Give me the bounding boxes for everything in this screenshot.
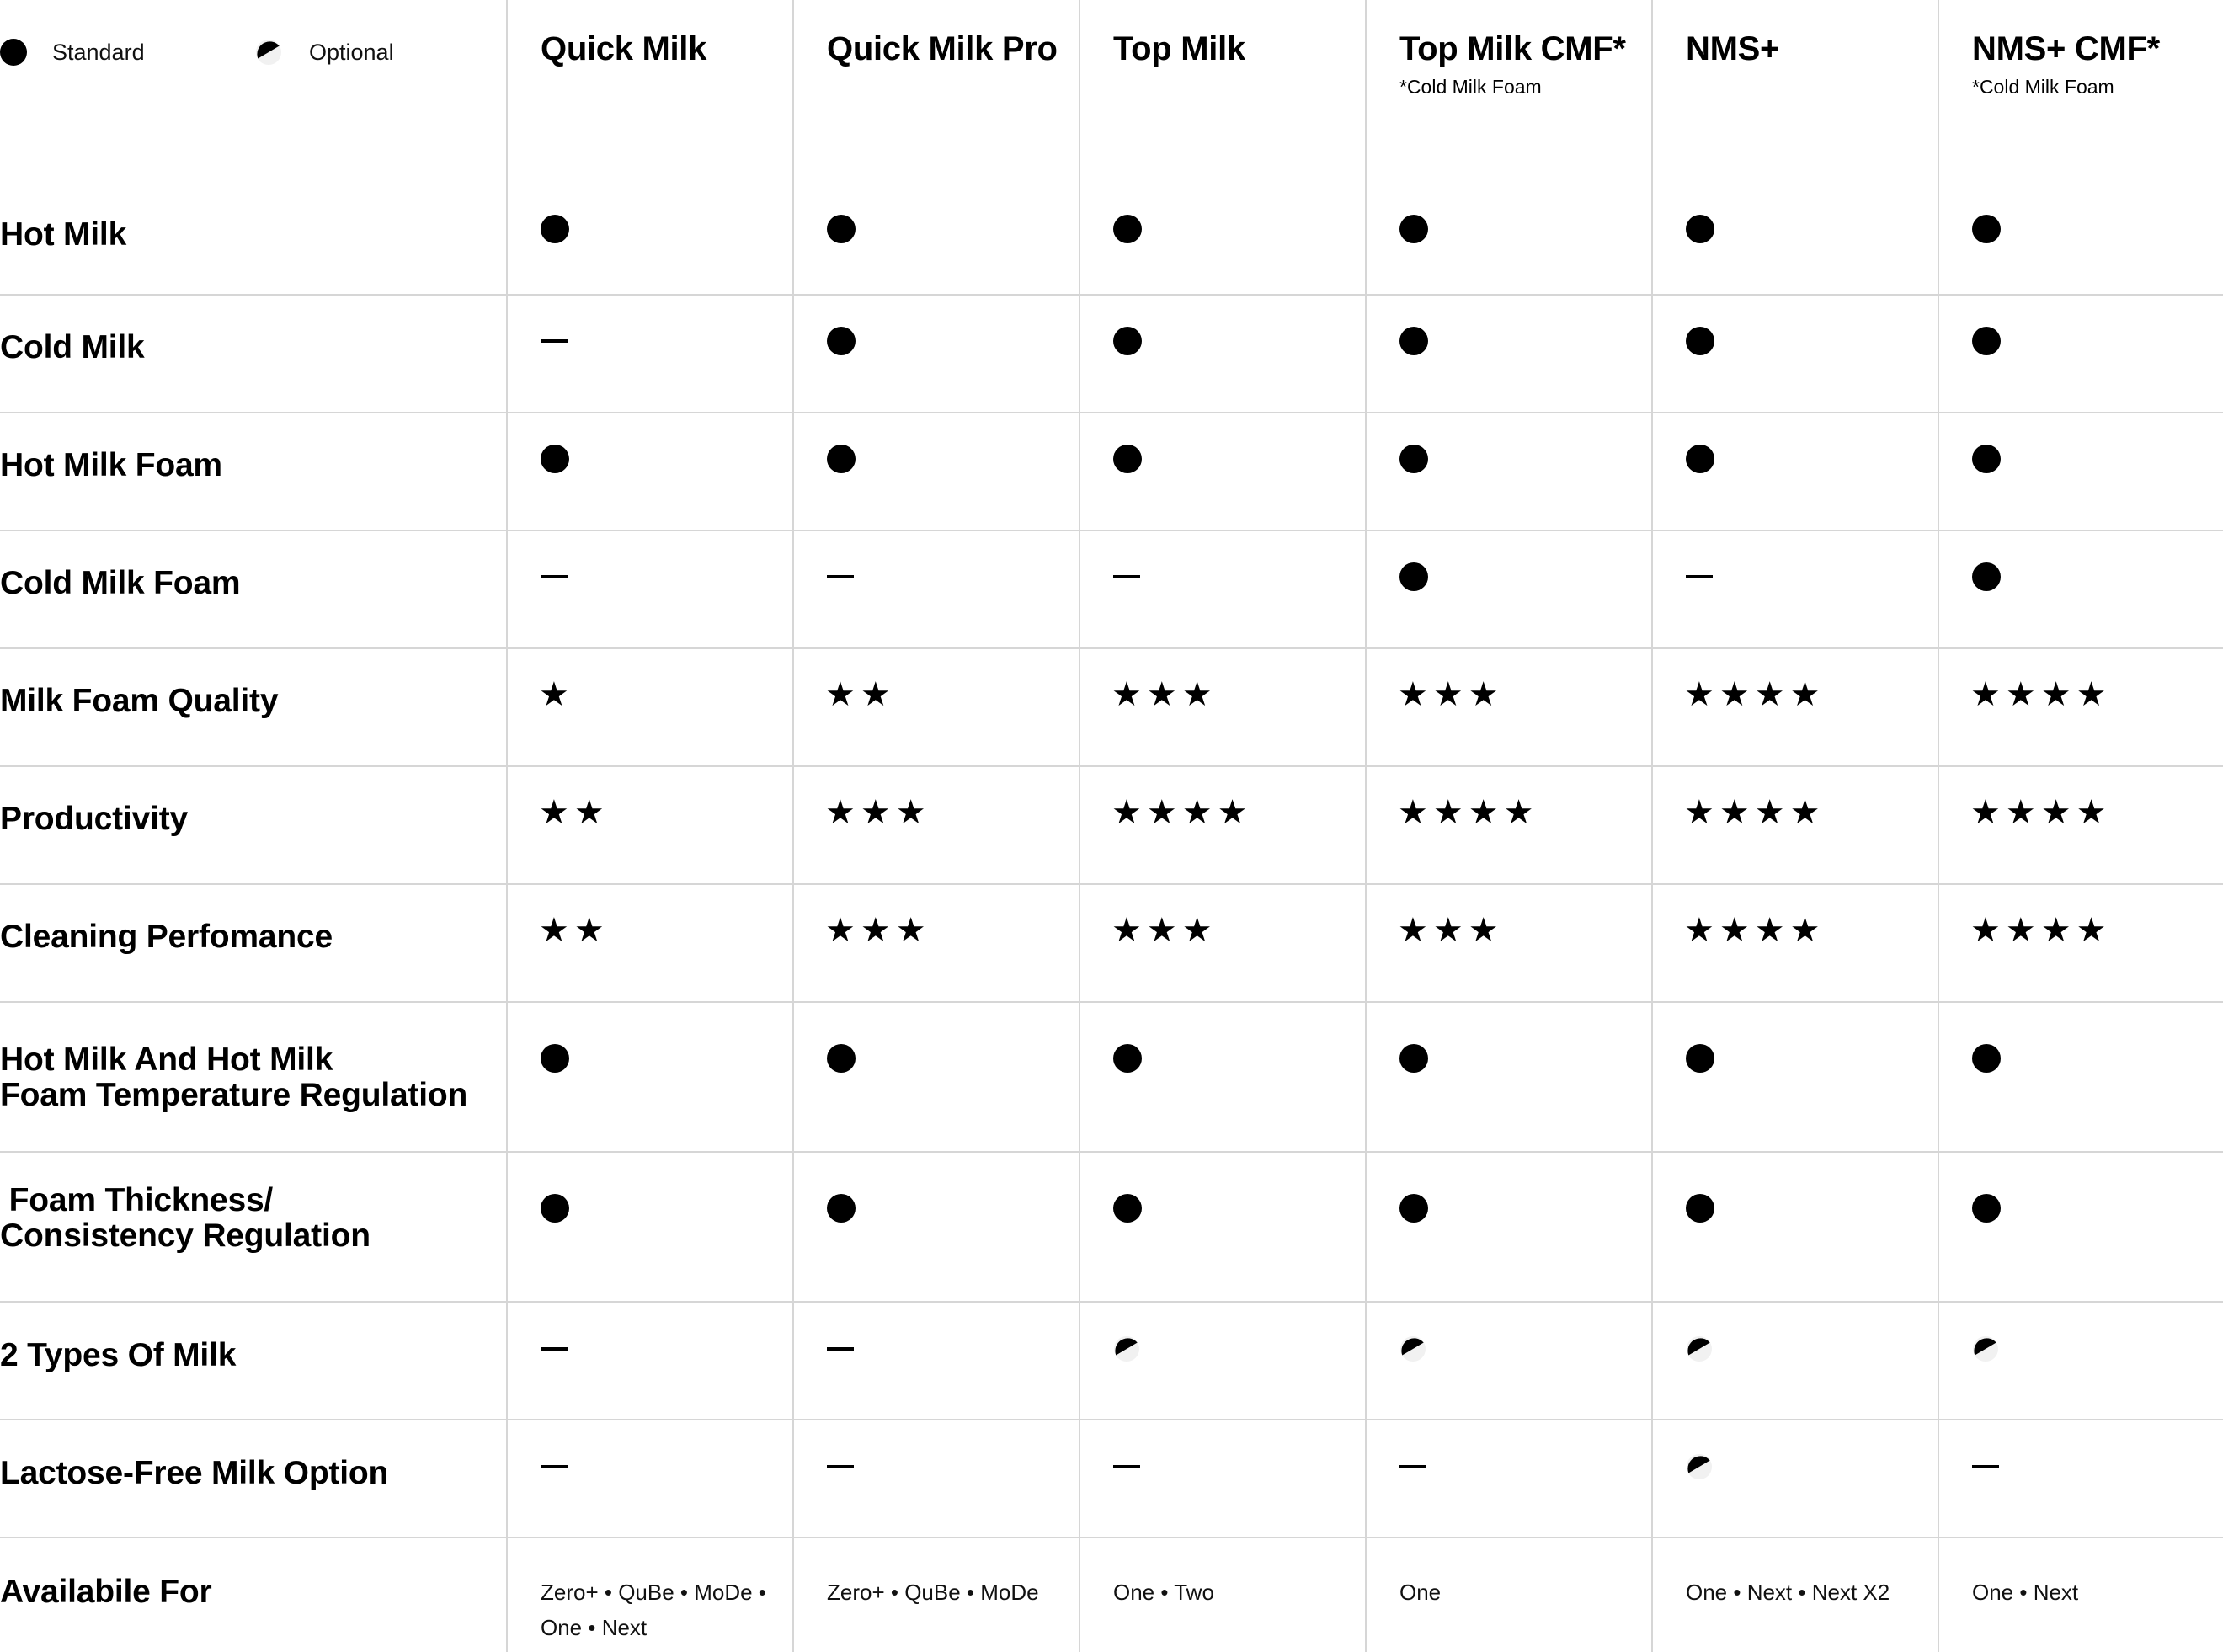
standard-dot-icon xyxy=(1686,215,1714,243)
feature-label: Cleaning Perfomance xyxy=(0,919,333,955)
table-cell xyxy=(1365,767,1651,885)
table-cell xyxy=(792,531,1079,649)
dot-shape xyxy=(541,1044,569,1073)
standard-dot-icon xyxy=(1399,1044,1428,1073)
table-cell xyxy=(1365,531,1651,649)
standard-dot-icon xyxy=(1686,327,1714,355)
table-cell xyxy=(1938,1538,2223,1652)
standard-dot-icon xyxy=(1972,562,2001,591)
star-icons: ★★★★ xyxy=(1970,675,2112,714)
star-rating xyxy=(1112,793,1253,832)
dot-shape xyxy=(1399,1194,1428,1223)
table-cell xyxy=(1365,1303,1651,1420)
star-icons: ★★ xyxy=(539,793,610,832)
table-cell xyxy=(1365,1003,1651,1153)
star-rating xyxy=(1398,911,1504,950)
dot-shape xyxy=(1972,327,2001,355)
not-available-dash-icon xyxy=(541,339,568,343)
dot-shape xyxy=(1972,445,2001,473)
product-header xyxy=(1651,0,1938,178)
standard-dot-icon xyxy=(1113,327,1142,355)
table-row-label-cell xyxy=(0,296,506,413)
table-row-label-cell xyxy=(0,413,506,531)
product-name: Quick Milk Pro xyxy=(827,30,1058,67)
dot-shape xyxy=(1399,215,1428,243)
legend-standard xyxy=(0,39,145,66)
dash-shape xyxy=(541,575,568,578)
star-icons: ★★ xyxy=(539,911,610,950)
legend-optional-label: Optional xyxy=(309,39,394,65)
table-cell xyxy=(1365,885,1651,1003)
feature-label: Cold Milk Foam xyxy=(0,565,241,601)
table-row-label-cell xyxy=(0,531,506,649)
star-icons: ★★★★ xyxy=(1684,793,1826,832)
table-cell xyxy=(1365,296,1651,413)
product-name: Top Milk CMF* xyxy=(1399,30,1626,67)
not-available-dash-icon xyxy=(541,575,568,578)
table-cell xyxy=(1365,1153,1651,1303)
table-cell xyxy=(1079,885,1365,1003)
availability-text: One xyxy=(1399,1580,1442,1605)
table-row-label-cell xyxy=(0,1538,506,1652)
table-cell xyxy=(506,1303,792,1420)
product-name: Top Milk xyxy=(1113,30,1245,67)
dot-shape xyxy=(827,1044,856,1073)
dot-shape xyxy=(1972,562,2001,591)
standard-dot-icon xyxy=(1113,445,1142,473)
product-name: Quick Milk xyxy=(541,30,707,67)
standard-dot-icon xyxy=(1113,1194,1142,1223)
not-available-dash-icon xyxy=(541,1347,568,1351)
dash-shape xyxy=(827,1347,854,1351)
dash-shape xyxy=(541,1347,568,1351)
standard-dot-icon xyxy=(1686,1044,1714,1073)
product-name: NMS+ xyxy=(1686,30,1780,67)
dot-shape xyxy=(1399,1044,1428,1073)
star-rating xyxy=(1398,675,1504,714)
product-name: NMS+ CMF* xyxy=(1972,30,2160,67)
star-icons: ★★★★ xyxy=(1398,793,1539,832)
not-available-dash-icon xyxy=(1113,1465,1140,1468)
table-cell xyxy=(1651,1420,1938,1538)
standard-dot-icon xyxy=(1399,327,1428,355)
dot-shape xyxy=(1113,215,1142,243)
star-rating xyxy=(1970,911,2112,950)
dot-shape xyxy=(1686,1194,1714,1223)
table-cell xyxy=(1938,531,2223,649)
dash-shape xyxy=(541,1465,568,1468)
star-rating xyxy=(1398,793,1539,832)
table-cell xyxy=(1365,413,1651,531)
dot-shape xyxy=(827,327,856,355)
optional-half-dot-icon xyxy=(1686,1335,1713,1367)
optional-half-dot-icon xyxy=(1686,1453,1713,1484)
standard-dot-icon xyxy=(541,215,569,243)
optional-half-dot-icon xyxy=(1399,1335,1426,1367)
star-rating xyxy=(1684,793,1826,832)
table-cell xyxy=(506,413,792,531)
table-cell xyxy=(506,1153,792,1303)
table-cell xyxy=(506,178,792,296)
dot-shape xyxy=(827,215,856,243)
dash-shape xyxy=(1113,1465,1140,1468)
star-rating xyxy=(1112,911,1218,950)
dot-shape xyxy=(827,1194,856,1223)
standard-dot-icon xyxy=(541,445,569,473)
table-cell xyxy=(1938,178,2223,296)
dot-shape xyxy=(1399,327,1428,355)
dot-shape xyxy=(1399,445,1428,473)
standard-dot-icon xyxy=(827,1044,856,1073)
table-row-label-cell xyxy=(0,1153,506,1303)
star-rating xyxy=(539,911,610,950)
table-row-label-cell xyxy=(0,767,506,885)
standard-dot-icon xyxy=(1972,445,2001,473)
table-cell xyxy=(1651,1538,1938,1652)
table-cell xyxy=(506,767,792,885)
star-rating xyxy=(1684,911,1826,950)
standard-dot-icon xyxy=(1399,445,1428,473)
star-rating xyxy=(1970,675,2112,714)
table-cell xyxy=(1079,1003,1365,1153)
table-cell xyxy=(1651,296,1938,413)
dot-shape xyxy=(1972,1044,2001,1073)
table-cell xyxy=(1651,1003,1938,1153)
dot-shape xyxy=(541,445,569,473)
availability-text: One • Next xyxy=(1972,1580,2079,1605)
not-available-dash-icon xyxy=(541,1465,568,1468)
feature-label: Cold Milk xyxy=(0,329,145,365)
table-cell xyxy=(1651,1303,1938,1420)
table-cell xyxy=(1651,767,1938,885)
feature-label: Foam Thickness/ Consistency Regulation xyxy=(0,1182,370,1254)
legend-optional xyxy=(255,39,394,66)
star-icons: ★★★★ xyxy=(1684,675,1826,714)
dot-shape xyxy=(1399,562,1428,591)
table-cell xyxy=(792,413,1079,531)
product-header xyxy=(506,0,792,178)
table-cell xyxy=(1938,1153,2223,1303)
standard-dot-icon xyxy=(827,445,856,473)
table-cell xyxy=(1651,178,1938,296)
table-cell xyxy=(506,885,792,1003)
table-cell xyxy=(1938,649,2223,767)
feature-label: Availabile For xyxy=(0,1574,212,1610)
not-available-dash-icon xyxy=(1399,1465,1426,1468)
standard-dot-icon xyxy=(541,1194,569,1223)
not-available-dash-icon xyxy=(1686,575,1713,578)
not-available-dash-icon xyxy=(1113,575,1140,578)
dot-shape xyxy=(1113,445,1142,473)
not-available-dash-icon xyxy=(827,1347,854,1351)
star-icons: ★★★ xyxy=(1398,911,1504,950)
availability-text: One • Next • Next X2 xyxy=(1686,1580,1890,1605)
star-rating xyxy=(825,911,931,950)
standard-dot-icon xyxy=(541,1044,569,1073)
product-header xyxy=(792,0,1079,178)
table-cell xyxy=(1651,413,1938,531)
optional-half-dot-icon xyxy=(1113,1335,1140,1367)
table-row-label-cell xyxy=(0,1420,506,1538)
star-icons: ★★★★ xyxy=(1970,911,2112,950)
standard-dot-icon xyxy=(1972,215,2001,243)
table-cell xyxy=(1079,649,1365,767)
dot-shape xyxy=(1972,1194,2001,1223)
star-icons: ★★★ xyxy=(825,911,931,950)
table-cell xyxy=(1651,1153,1938,1303)
table-cell xyxy=(1079,1538,1365,1652)
table-cell xyxy=(1938,767,2223,885)
standard-dot-icon xyxy=(1399,215,1428,243)
standard-dot-icon xyxy=(1686,445,1714,473)
table-row-label-cell xyxy=(0,1003,506,1153)
feature-label: Hot Milk And Hot Milk Foam Temperature Regulation xyxy=(0,1042,468,1113)
dot-shape xyxy=(1686,327,1714,355)
star-icons: ★★★★ xyxy=(1684,911,1826,950)
not-available-dash-icon xyxy=(1972,1465,1999,1468)
legend-cell xyxy=(0,0,506,178)
product-note: *Cold Milk Foam xyxy=(1399,76,1542,98)
standard-dot-icon xyxy=(827,215,856,243)
dash-shape xyxy=(1113,575,1140,578)
dot-shape xyxy=(1113,327,1142,355)
table-cell xyxy=(1079,178,1365,296)
star-rating xyxy=(1970,793,2112,832)
table-cell xyxy=(792,178,1079,296)
dot-shape xyxy=(1686,1044,1714,1073)
dash-shape xyxy=(1399,1465,1426,1468)
dash-shape xyxy=(1686,575,1713,578)
standard-dot-icon xyxy=(1972,327,2001,355)
dash-shape xyxy=(541,339,568,343)
table-cell xyxy=(1365,649,1651,767)
product-header xyxy=(1938,0,2223,178)
star-icons: ★★★ xyxy=(825,793,931,832)
table-cell xyxy=(1079,1153,1365,1303)
table-cell xyxy=(506,1538,792,1652)
table-cell xyxy=(1079,1303,1365,1420)
table-cell xyxy=(792,885,1079,1003)
table-cell xyxy=(506,1003,792,1153)
standard-dot-icon xyxy=(1399,562,1428,591)
star-rating xyxy=(825,675,896,714)
table-cell xyxy=(506,296,792,413)
star-icons: ★★ xyxy=(825,675,896,714)
star-rating xyxy=(825,793,931,832)
availability-text: One • Two xyxy=(1113,1580,1214,1605)
optional-half-dot-icon xyxy=(255,39,282,66)
table-row-label-cell xyxy=(0,178,506,296)
star-icons: ★★★★ xyxy=(1112,793,1253,832)
standard-dot-icon xyxy=(0,39,27,66)
table-cell xyxy=(792,1420,1079,1538)
standard-dot-icon xyxy=(1972,1044,2001,1073)
not-available-dash-icon xyxy=(827,575,854,578)
dash-shape xyxy=(827,1465,854,1468)
table-cell xyxy=(1651,885,1938,1003)
table-cell xyxy=(1365,178,1651,296)
star-icons: ★★★ xyxy=(1112,675,1218,714)
dot-shape xyxy=(1113,1194,1142,1223)
star-rating xyxy=(539,793,610,832)
table-cell xyxy=(1938,1003,2223,1153)
dot-shape xyxy=(541,1194,569,1223)
table-cell xyxy=(1938,413,2223,531)
feature-label: Hot Milk Foam xyxy=(0,447,222,483)
standard-dot-icon xyxy=(1399,1194,1428,1223)
star-icons: ★★★★ xyxy=(1970,793,2112,832)
dot-shape xyxy=(1686,445,1714,473)
table-cell xyxy=(1079,767,1365,885)
dash-shape xyxy=(827,575,854,578)
table-cell xyxy=(792,1153,1079,1303)
table-cell xyxy=(506,531,792,649)
table-row-label-cell xyxy=(0,649,506,767)
table-cell xyxy=(792,767,1079,885)
standard-dot-icon xyxy=(827,1194,856,1223)
table-cell xyxy=(506,1420,792,1538)
optional-half-dot-icon xyxy=(1972,1335,1999,1367)
dash-shape xyxy=(1972,1465,1999,1468)
star-rating xyxy=(1684,675,1826,714)
star-rating xyxy=(539,675,574,714)
table-cell xyxy=(1651,649,1938,767)
table-row-label-cell xyxy=(0,1303,506,1420)
table-cell xyxy=(1079,413,1365,531)
table-cell xyxy=(1365,1420,1651,1538)
feature-label: Hot Milk xyxy=(0,216,127,253)
table-cell xyxy=(1938,885,2223,1003)
table-cell xyxy=(792,1538,1079,1652)
star-icons: ★ xyxy=(539,675,574,714)
table-cell xyxy=(792,1303,1079,1420)
table-cell xyxy=(506,649,792,767)
not-available-dash-icon xyxy=(827,1465,854,1468)
star-icons: ★★★ xyxy=(1112,911,1218,950)
legend-standard-label: Standard xyxy=(52,39,145,65)
standard-dot-icon xyxy=(1113,215,1142,243)
table-cell xyxy=(1938,296,2223,413)
table-cell xyxy=(792,649,1079,767)
feature-label: Lactose-Free Milk Option xyxy=(0,1455,389,1491)
star-rating xyxy=(1112,675,1218,714)
dot-shape xyxy=(827,445,856,473)
table-cell xyxy=(1079,531,1365,649)
availability-text: Zero+ • QuBe • MoDe xyxy=(827,1580,1039,1605)
table-cell xyxy=(792,296,1079,413)
dot-shape xyxy=(1972,215,2001,243)
star-icons: ★★★ xyxy=(1398,675,1504,714)
table-row-label-cell xyxy=(0,885,506,1003)
availability-text: Zero+ • QuBe • MoDe • One • Next xyxy=(541,1580,766,1640)
standard-dot-icon xyxy=(1113,1044,1142,1073)
standard-dot-icon xyxy=(1972,1194,2001,1223)
feature-label: 2 Types Of Milk xyxy=(0,1337,237,1373)
feature-label: Milk Foam Quality xyxy=(0,683,279,719)
table-cell xyxy=(1938,1303,2223,1420)
table-cell xyxy=(1365,1538,1651,1652)
dot-shape xyxy=(1113,1044,1142,1073)
standard-dot-icon xyxy=(1686,1194,1714,1223)
table-cell xyxy=(1938,1420,2223,1538)
table-cell xyxy=(1651,531,1938,649)
table-cell xyxy=(1079,296,1365,413)
table-cell xyxy=(1079,1420,1365,1538)
feature-label: Productivity xyxy=(0,801,188,837)
product-note: *Cold Milk Foam xyxy=(1972,76,2114,98)
product-header xyxy=(1365,0,1651,178)
product-header xyxy=(1079,0,1365,178)
dot-shape xyxy=(541,215,569,243)
dot-shape xyxy=(1686,215,1714,243)
standard-dot-icon xyxy=(827,327,856,355)
table-cell xyxy=(792,1003,1079,1153)
